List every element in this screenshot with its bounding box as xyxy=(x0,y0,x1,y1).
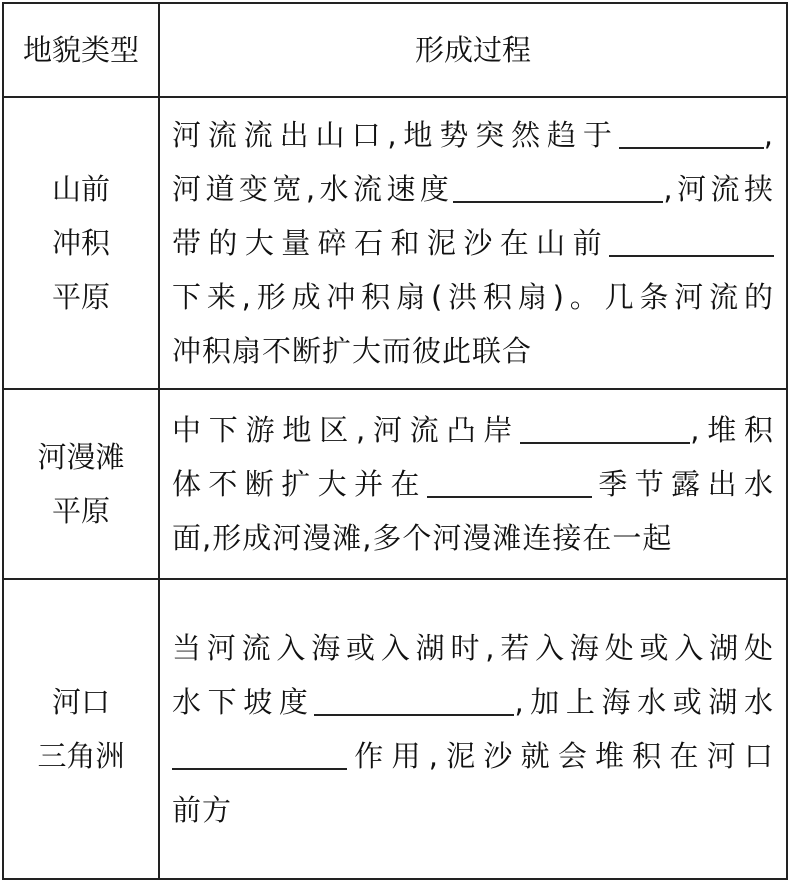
process-text-line xyxy=(172,621,774,675)
process-text-line xyxy=(172,108,774,162)
landform-type-line: 河口 xyxy=(51,685,110,719)
header-landform-type: 地貌类型 xyxy=(3,3,159,97)
landform-table xyxy=(2,2,788,880)
landform-type-cell xyxy=(3,579,159,879)
process-text-line xyxy=(172,162,774,216)
table-header-row xyxy=(3,3,787,97)
fill-in-blank[interactable] xyxy=(427,466,592,498)
table-row xyxy=(3,97,787,389)
fill-in-blank[interactable] xyxy=(520,412,690,444)
fill-in-blank[interactable] xyxy=(314,684,514,716)
formation-process-cell xyxy=(159,97,787,389)
landform-type-cell xyxy=(3,389,159,579)
process-text: ,河流挟 xyxy=(663,172,774,206)
process-text: 下来,形成冲积扇(洪积扇)。几条河流的 xyxy=(172,280,774,314)
process-text-line xyxy=(172,729,774,783)
process-text: 面,形成河漫滩,多个河漫滩连接在一起 xyxy=(172,521,673,555)
process-text-line xyxy=(172,216,774,270)
fill-in-blank[interactable] xyxy=(619,117,764,149)
process-text: 河道变宽,水流速度 xyxy=(172,172,454,206)
formation-process-cell xyxy=(159,389,787,579)
process-text: 作用,泥沙就会堆积在河口 xyxy=(347,739,774,773)
process-text: 河流流出山口,地势突然趋于 xyxy=(172,118,619,152)
process-text-line xyxy=(172,324,774,378)
process-text: 当河流入海或入湖时,若入海处或入湖处 xyxy=(172,631,774,665)
landform-type-line: 冲积 xyxy=(51,226,110,260)
landform-type-line: 河漫滩 xyxy=(37,440,125,474)
header-formation-process: 形成过程 xyxy=(159,3,787,97)
process-text: , xyxy=(763,118,774,152)
process-text-line xyxy=(172,511,774,565)
landform-type-line: 平原 xyxy=(51,280,110,314)
landform-type-cell xyxy=(3,97,159,389)
landform-type-line: 三角洲 xyxy=(37,739,125,773)
formation-process-cell xyxy=(159,579,787,879)
process-text: 体不断扩大并在 xyxy=(172,467,427,501)
process-text: 中下游地区,河流凸岸 xyxy=(172,413,521,447)
process-text: 水下坡度 xyxy=(172,685,315,719)
process-text: 季节露出水 xyxy=(591,467,774,501)
process-text: 带的大量碎石和泥沙在山前 xyxy=(172,226,609,260)
process-text-line xyxy=(172,675,774,729)
process-text: ,堆积 xyxy=(690,413,774,447)
fill-in-blank[interactable] xyxy=(453,171,663,203)
fill-in-blank[interactable] xyxy=(609,225,774,257)
process-text: ,加上海水或湖水 xyxy=(514,685,774,719)
fill-in-blank[interactable] xyxy=(172,738,347,770)
process-text: 冲积扇不断扩大而彼此联合 xyxy=(172,334,533,368)
process-text-line xyxy=(172,270,774,324)
landform-type-line: 平原 xyxy=(51,494,110,528)
process-text-line xyxy=(172,783,774,837)
process-text-line xyxy=(172,457,774,511)
table-row xyxy=(3,579,787,879)
process-text: 前方 xyxy=(172,793,233,827)
process-text-line xyxy=(172,403,774,457)
table-row xyxy=(3,389,787,579)
landform-type-line: 山前 xyxy=(51,172,110,206)
